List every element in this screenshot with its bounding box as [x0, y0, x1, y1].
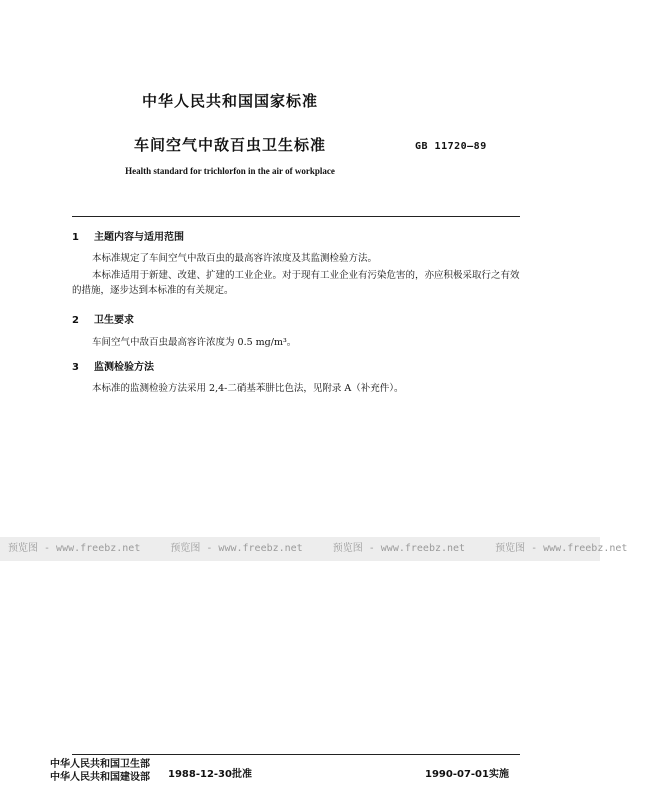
section-2-heading	[72, 311, 134, 326]
watermark-text: 预览图 - www.freebz.net	[332, 543, 466, 554]
section-number: 2	[72, 315, 79, 326]
top-divider	[72, 216, 520, 217]
effective-date: 1990-07-01实施	[425, 769, 509, 780]
section-number: 1	[72, 232, 79, 243]
paragraph: 本标准适用于新建、改建、扩建的工业企业。对于现有工业企业有污染危害的，亦应积极采取行之有效的措施，逐步达到本标准的有关规定。	[72, 270, 520, 296]
paragraph: 车间空气中敌百虫最高容许浓度为 0.5 mg/m³。	[92, 337, 297, 348]
watermark-text: 预览图 - www.freebz.net	[8, 543, 141, 554]
standard-title: 车间空气中敌百虫卫生标准	[133, 136, 326, 154]
section-3-heading	[72, 358, 154, 373]
watermark-text: 预览图 - www.freebz.net	[495, 543, 628, 554]
section-heading-text: 卫生要求	[94, 315, 134, 326]
approval-date: 1988-12-30批准	[168, 769, 252, 780]
standard-code: GB 11720—89	[415, 141, 487, 152]
paragraph: 本标准规定了车间空气中敌百虫的最高容许浓度及其监测检验方法。	[92, 253, 378, 264]
paragraph: 本标准的监测检验方法采用 2,4-二硝基苯肼比色法，见附录 A（补充件）。	[92, 383, 404, 394]
section-1-heading	[72, 228, 184, 243]
preview-watermark	[0, 537, 628, 561]
section-heading-text: 主题内容与适用范围	[94, 232, 184, 243]
section-heading-text: 监测检验方法	[94, 362, 154, 373]
bottom-divider	[72, 754, 520, 755]
section-number: 3	[72, 362, 79, 373]
issuing-organization: 中华人民共和国国家标准	[141, 92, 318, 110]
english-title: Health standard for trichlorfon in the air of workplace	[125, 166, 335, 176]
issuer-ministry-of-health: 中华人民共和国卫生部	[50, 759, 150, 770]
issuers	[50, 758, 150, 784]
issuer-ministry-of-construction: 中华人民共和国建设部	[50, 772, 150, 783]
watermark-text: 预览图 - www.freebz.net	[170, 543, 303, 554]
